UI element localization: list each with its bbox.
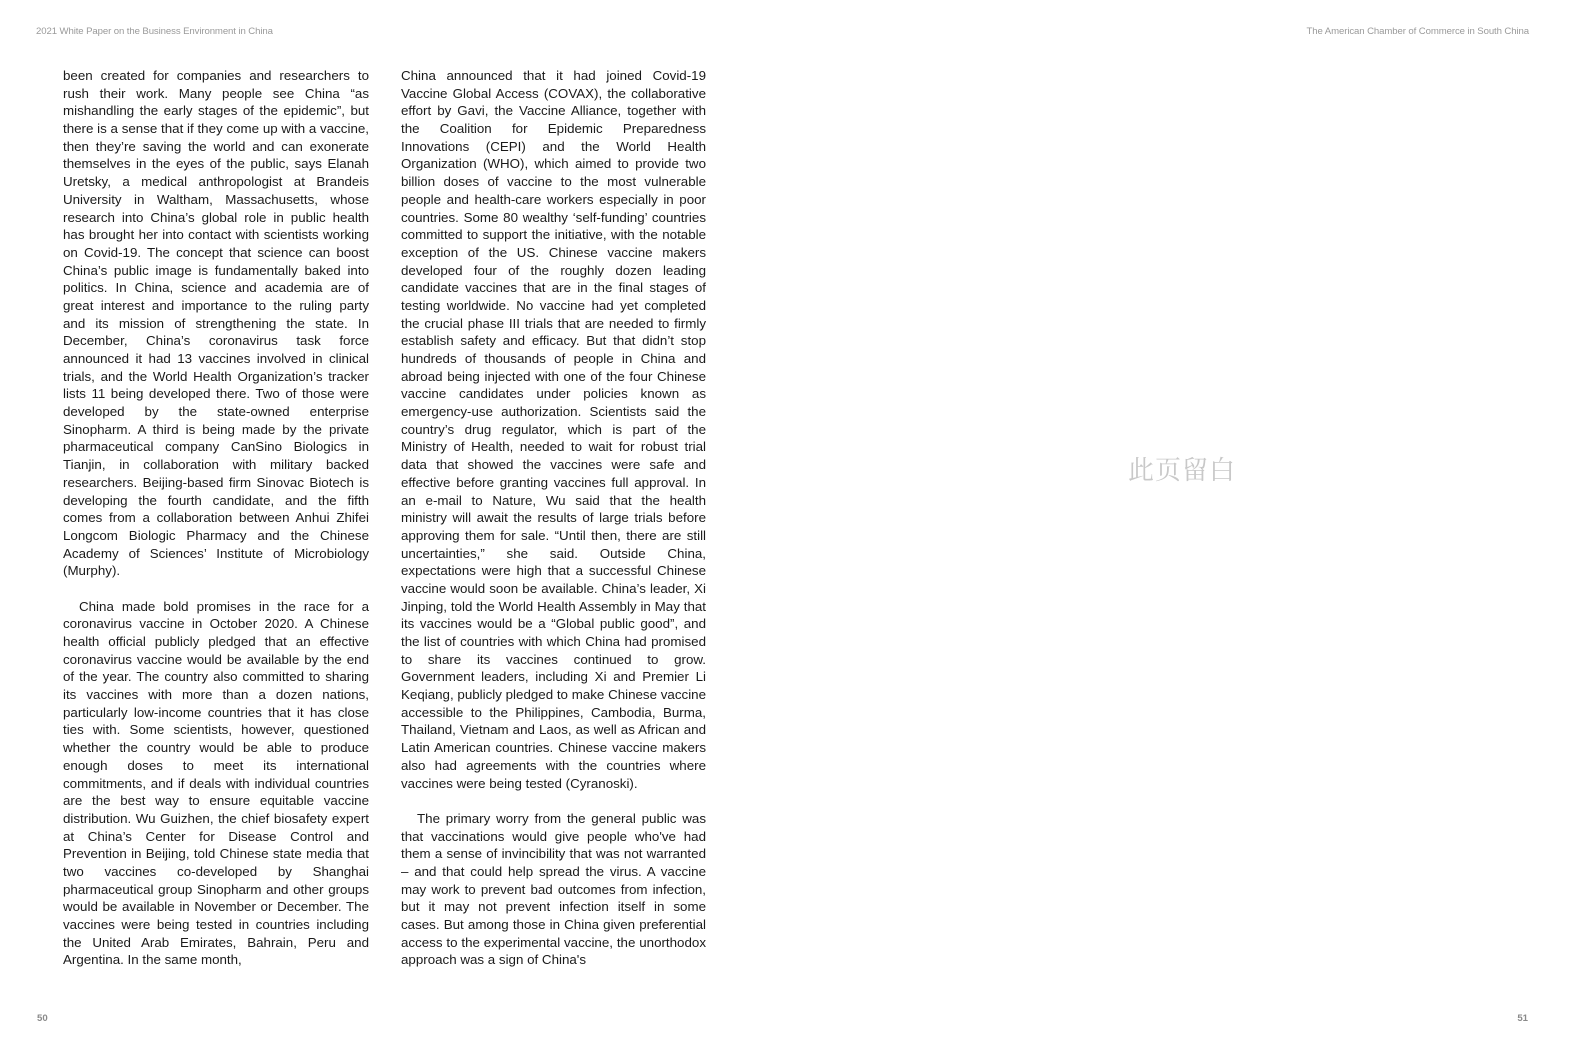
paragraph: China announced that it had joined Covid-19 Vaccine Global Access (COVAX), the collaborative effort by Gavi, the Vaccine Alliance, together with the Coalition for Epidemic Preparedness Innovations (CEPI) and the World Health Organization (WHO), which aimed to provide two billion doses of vaccine to the most vulnerable people and health-care workers especially in poor countries. Some 80 wealthy ‘self-funding’ countries committed to support the initiative, with the notable exception of the US. Chinese vaccine makers developed four of the roughly dozen leading candidate vaccines that are in the final stages of testing worldwide. No vaccine had yet completed the crucial phase III trials that are needed to firmly establish safety and efficacy. But that didn’t stop hundreds of thousands of people in China and abroad being injected with one of the four Chinese vaccine candidates under policies known as emergency-use authorization. Scientists said the country’s drug regulator, which is part of the Ministry of Health, needed to wait for robust trial data that showed the vaccines were safe and effective before granting vaccines full approval. In an e-mail to Nature, Wu said that the health ministry will await the results of large trials before approving them for sale. “Until then, there are still uncertainties,” she said. Outside China, expectations were high that a successful Chinese vaccine would soon be available. China’s leader, Xi Jinping, told the World Health Assembly in May that its vaccines would be a “Global public good”, and the list of countries with which China had promised to share its vaccines continued to grow. Government leaders, including Xi and Premier Li Keqiang, publicly pledged to make Chinese vaccine accessible to the Philippines, Cambodia, Burma, Thailand, Vietnam and Laos, as well as African and Latin American countries. Chinese vaccine makers also had agreements with the countries where vaccines were being tested (Cyranoski).	[401, 68, 706, 791]
text-column-right	[401, 67, 706, 969]
running-head-right: The American Chamber of Commerce in South China	[1306, 26, 1529, 37]
blank-page-notice: 此页留白	[1128, 456, 1237, 486]
page-number-left: 50	[37, 1013, 48, 1024]
page-number-right: 51	[1517, 1013, 1528, 1024]
paragraph: been created for companies and researchers to rush their work. Many people see China “as mishandling the early stages of the epidemic”, but there is a sense that if they come up with a vaccine, then they’re saving the world and can exonerate themselves in the eyes of the public, says Elanah Uretsky, a medical anthropologist at Brandeis University in Waltham, Massachusetts, whose research into China’s global role in public health has brought her into contact with scientists working on Covid-19. The concept that science can boost China’s public image is fundamentally baked into politics. In China, science and academia are of great interest and importance to the ruling party and its mission of strengthening the state. In December, China’s coronavirus task force announced it had 13 vaccines involved in clinical trials, and the World Health Organization’s tracker lists 11 being developed there. Two of those were developed by the state-owned enterprise Sinopharm. A third is being made by the private pharmaceutical company CanSino Biologics in Tianjin, in collaboration with military backed researchers. Beijing-based firm Sinovac Biotech is developing the fourth candidate, and the fifth comes from a collaboration between Anhui Zhifei Longcom Biologic Pharmacy and the Chinese Academy of Sciences’ Institute of Microbiology (Murphy).	[63, 68, 369, 579]
running-head-left: 2021 White Paper on the Business Environment in China	[36, 26, 273, 37]
text-column-left	[63, 67, 369, 969]
paragraph: China made bold promises in the race for a coronavirus vaccine in October 2020. A Chinese health official publicly pledged that an effective coronavirus vaccine would be available by the end of the year. The country also committed to sharing its vaccines with more than a dozen nations, particularly low-income countries that it has close ties with. Some scientists, however, questioned whether the country would be able to produce enough doses to meet its international commitments, and if deals with individual countries are the best way to ensure equitable vaccine distribution. Wu Guizhen, the chief biosafety expert at China’s Center for Disease Control and Prevention in Beijing, told Chinese state media that two vaccines co-developed by Shanghai pharmaceutical group Sinopharm and other groups would be available in November or December. The vaccines were being tested in countries including the United Arab Emirates, Bahrain, Peru and Argentina. In the same month,	[63, 598, 369, 968]
paragraph: The primary worry from the general public was that vaccinations would give people who've had them a sense of invincibility that was not warranted – and that could help spread the virus. A vaccine may work to prevent bad outcomes from infection, but it may not prevent infection itself in some cases. But among those in China given preferential access to the experimental vaccine, the unorthodox approach was a sign of China's	[401, 810, 706, 968]
